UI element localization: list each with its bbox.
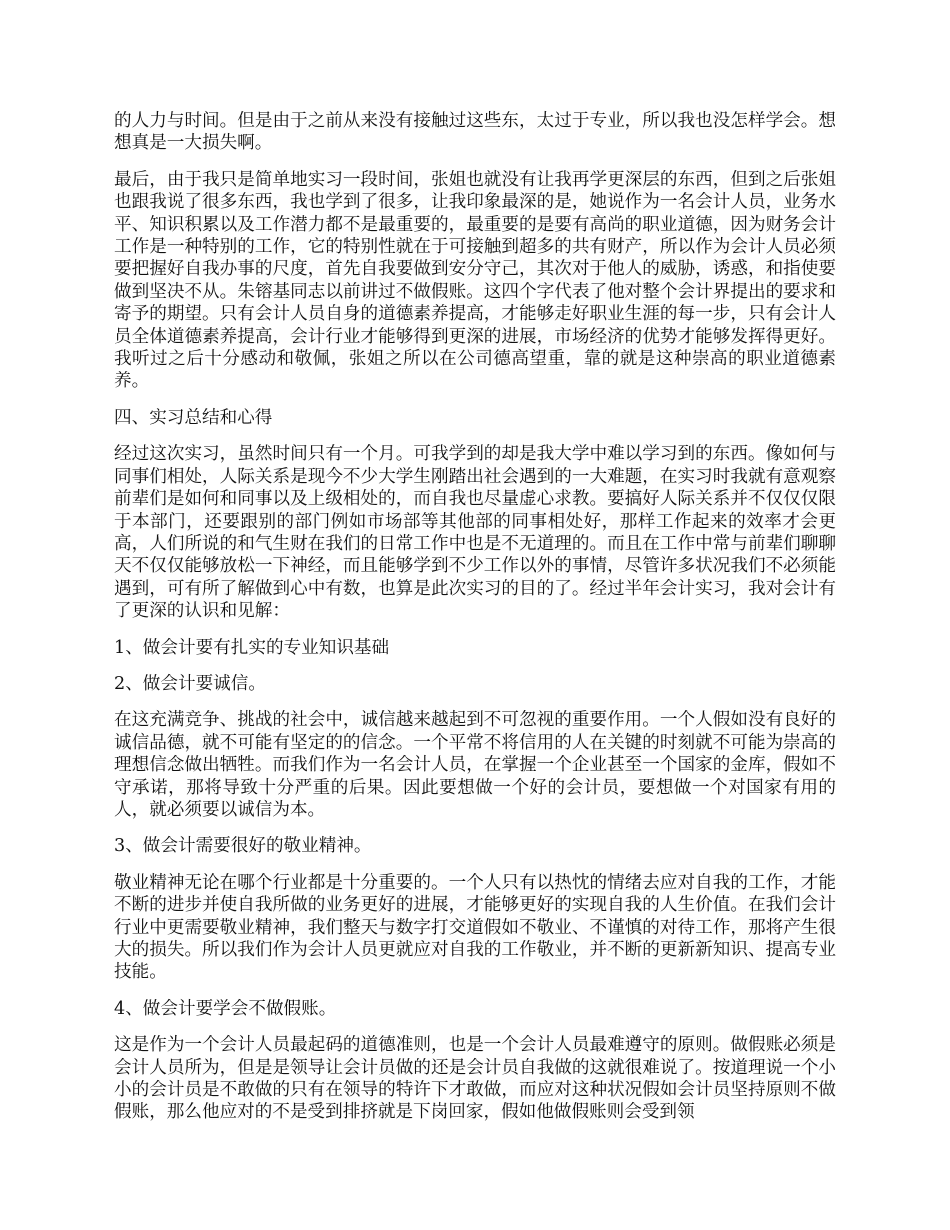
point-1-heading: 1、做会计要有扎实的专业知识基础 xyxy=(114,637,390,658)
paragraph-summary: 经过这次实习，虽然时间只有一个月。可我学到的却是我大学中难以学习到的东西。像如何与同事们相处，人际关系是现今不少大学生刚踏出社会遇到的一大难题，在实习时我就有意观察前辈们是如何和同事以及上级相处的，而自我也尽量虚心求教。要搞好人际关系并不仅仅仅限于本部门，还要跟别的部门例如市场部等其他部的同事相处好，那样工作起来的效率才会更高，人们所说的和气生财在我们的日常工作中也是不无道理的。而且在工作中常与前辈们聊聊天不仅仅能够放松一下神经，而且能够学到不少工作以外的事情，尽管许多状况我们不必须能遇到，可有所了解做到心中有数，也算是此次实习的目的了。经过半年会计实习，我对会计有了更深的认识和见解： xyxy=(114,444,836,622)
section-heading-summary: 四、实习总结和心得 xyxy=(114,407,273,428)
point-2-heading: 2、做会计要诚信。 xyxy=(114,673,266,694)
document-body xyxy=(114,110,836,1138)
paragraph-intro-continuation: 的人力与时间。但是由于之前从来没有接触过这些东，太过于专业，所以我也没怎样学会。想想真是一大损失啊。 xyxy=(114,111,836,154)
paragraph-mentor-advice: 最后，由于我只是简单地实习一段时间，张姐也就没有让我再学更深层的东西，但到之后张姐也跟我说了很多东西，我也学到了很多，让我印象最深的是，她说作为一名会计人员，业务水平、知识积累以及工作潜力都不是最重要的，最重要的是要有高尚的职业道德，因为财务会计工作是一种特别的工作，它的特别性就在于可接触到超多的共有财产，所以作为会计人员必须要把握好自我办事的尺度，首先自我要做到安分守己，其次对于他人的威胁，诱惑，和指使要做到坚决不从。朱镕基同志以前讲过不做假账。这四个字代表了他对整个会计界提出的要求和寄予的期望。只有会计人员自身的道德素养提高，才能够走好职业生涯的每一步，只有会计人员全体道德素养提高，会计行业才能够得到更深的进展，市场经济的优势才能够发挥得更好。我听过之后十分感动和敬佩，张姐之所以在公司德高望重，靠的就是这种崇高的职业道德素养。 xyxy=(114,169,836,392)
point-3-heading: 3、做会计需要很好的敬业精神。 xyxy=(114,836,372,857)
point-4-heading: 4、做会计要学会不做假账。 xyxy=(114,998,337,1019)
paragraph-no-false-accounts: 这是作为一个会计人员最起码的道德准则，也是一个会计人员最难遵守的原则。做假账必须是会计人员所为，但是是领导让会计员做的还是会计员自我做的这就很难说了。按道理说一个小小的会计员是不敢做的只有在领导的特许下才敢做，而应对这种状况假如会计员坚持原则不做假账，那么他应对的不是受到排挤就是下岗回家，假如他做假账则会受到领 xyxy=(114,1035,836,1123)
paragraph-integrity: 在这充满竞争、挑战的社会中，诚信越来越起到不可忽视的重要作用。一个人假如没有良好的诚信品德，就不可能有坚定的的信念。一个平常不将信用的人在关键的时刻就不可能为崇高的理想信念做出牺牲。而我们作为一名会计人员，在掌握一个企业甚至一个国家的金库，假如不守承诺，那将导致十分严重的后果。因此要想做一个好的会计员，要想做一个对国家有用的人，就必须要以诚信为本。 xyxy=(114,710,836,820)
paragraph-dedication: 敬业精神无论在哪个行业都是十分重要的。一个人只有以热忱的情绪去应对自我的工作，才能不断的进步并使自我所做的业务更好的进展，才能够更好的实现自我的人生价值。在我们会计行业中更需要敬业精神，我们整天与数字打交道假如不敬业、不谨慎的对待工作，那将产生很大的损失。所以我们作为会计人员更就应对自我的工作敬业，并不断的更新新知识、提高专业技能。 xyxy=(114,872,836,983)
